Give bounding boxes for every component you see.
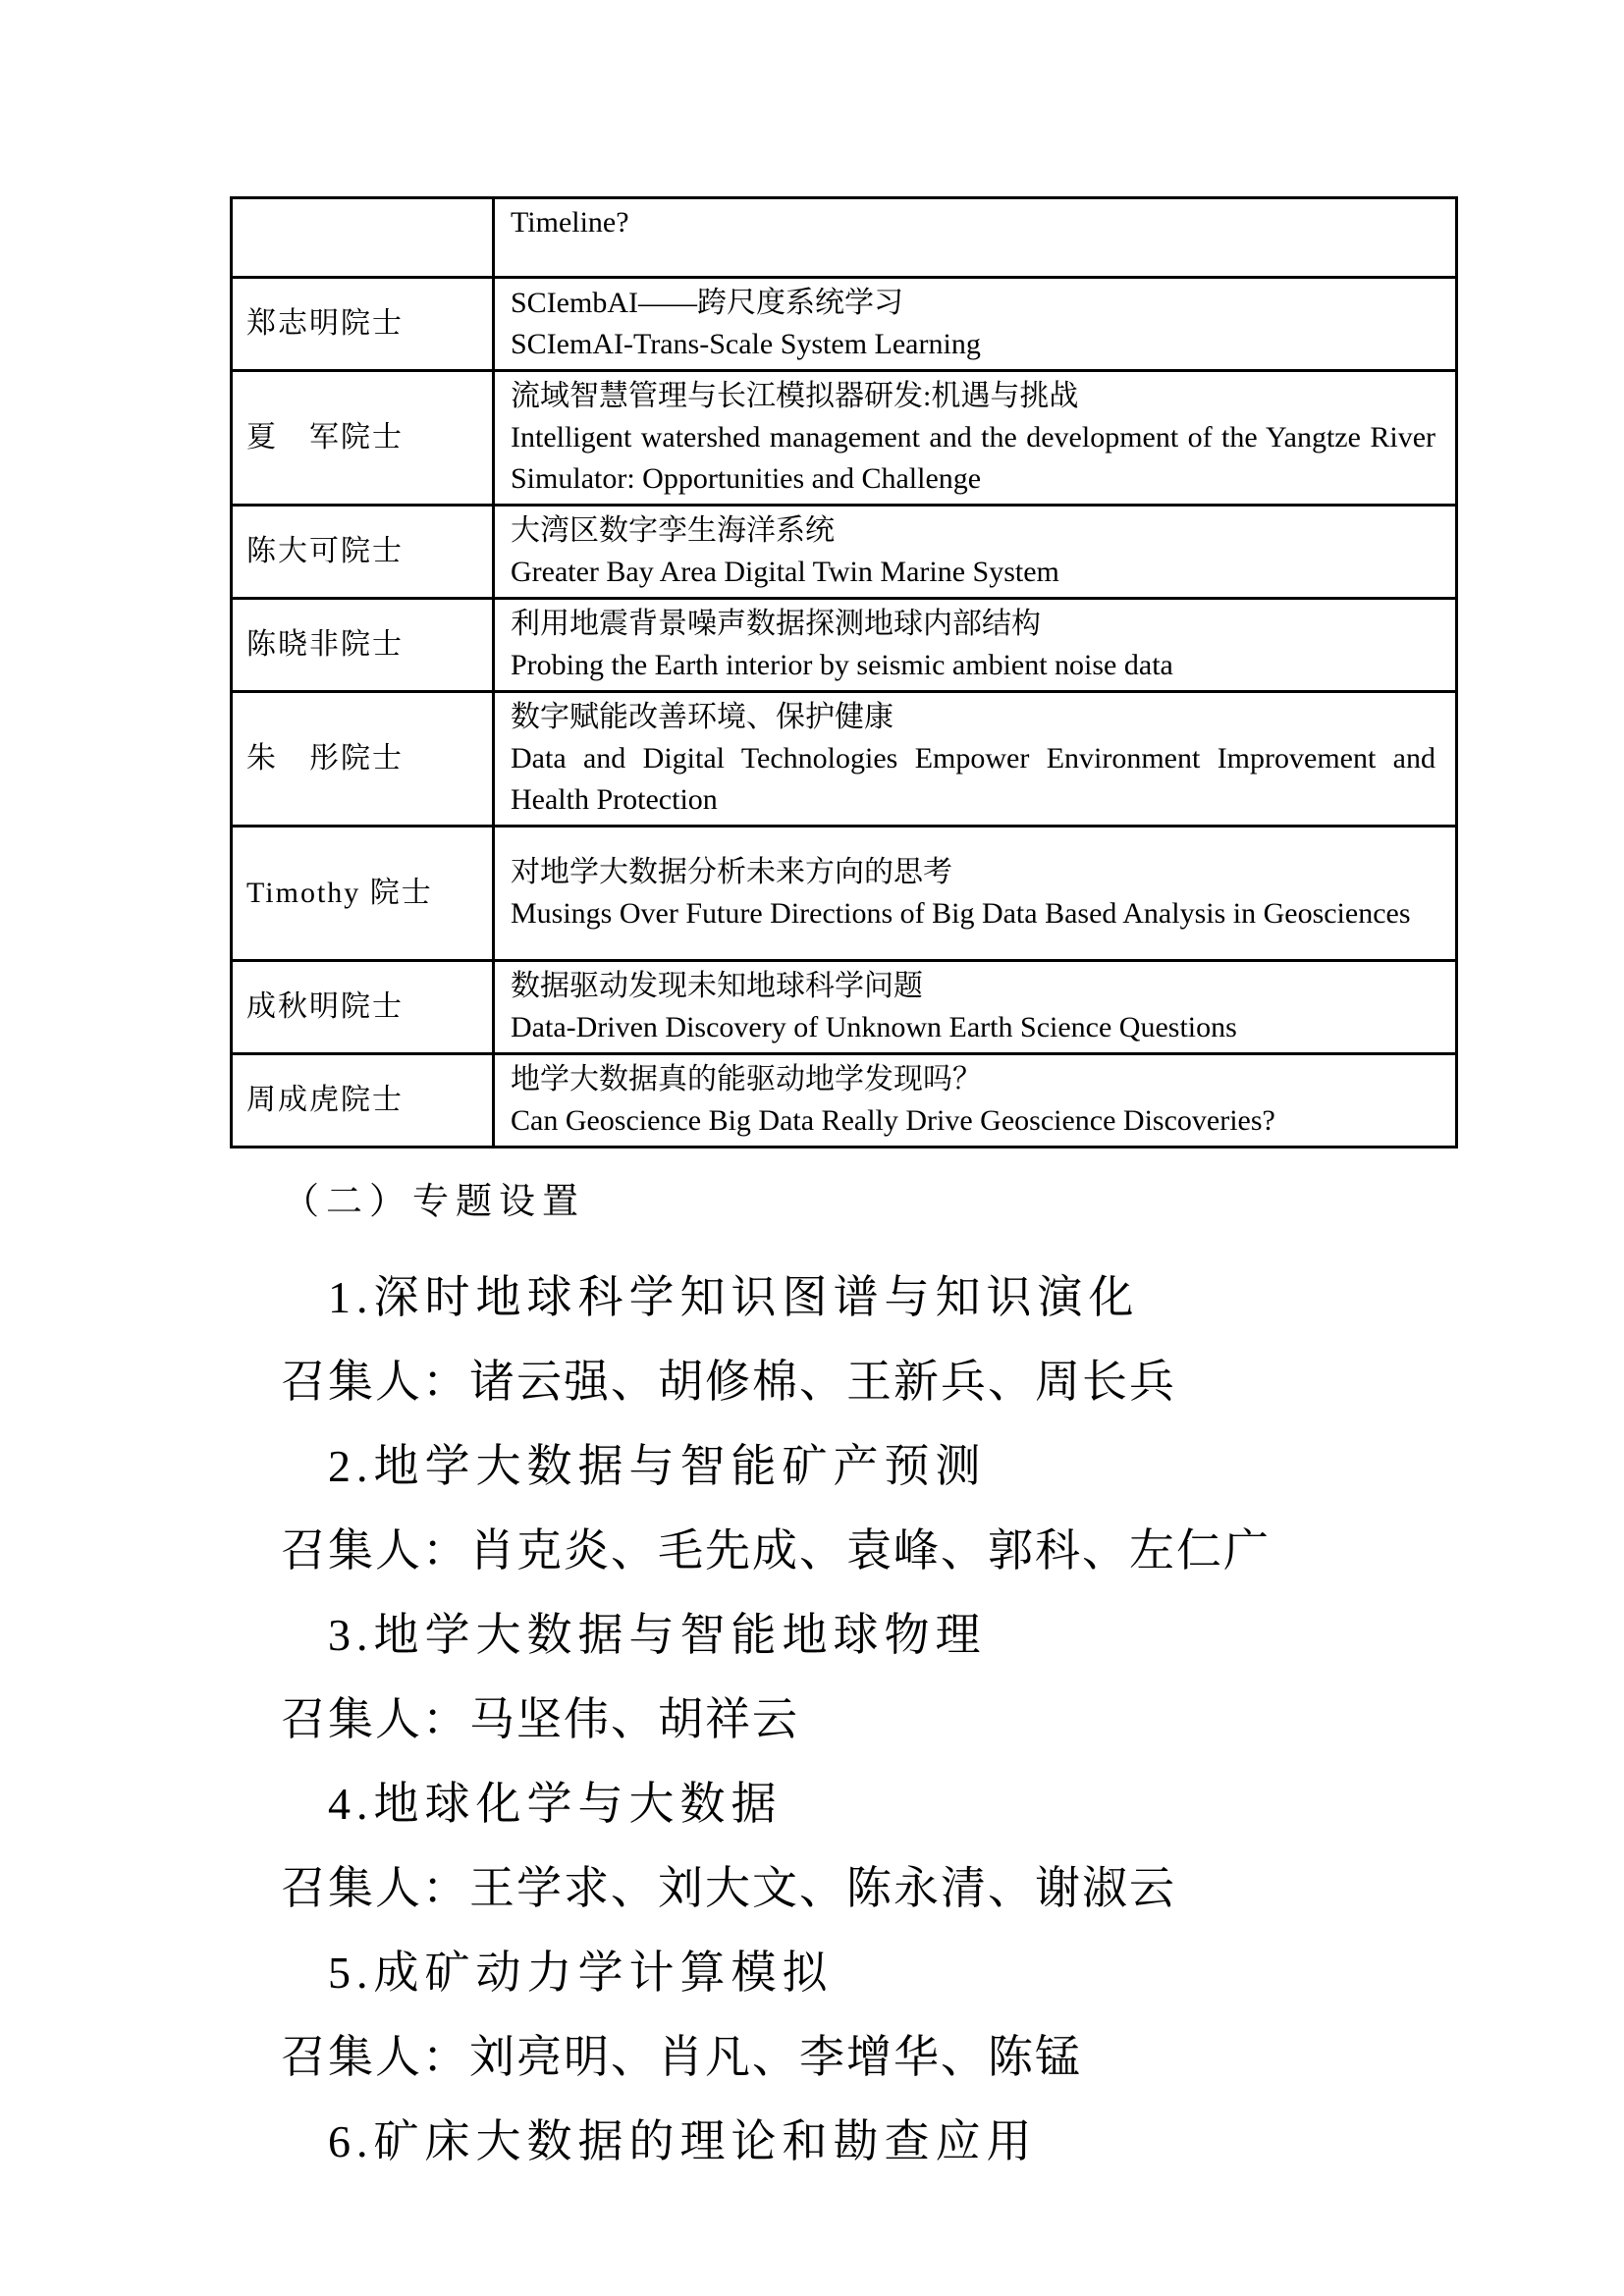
talk-title-en: Intelligent watershed management and the development of the Yangtze River Simulator: Opportunities and Challenge [511, 421, 1435, 495]
talk-title-zh: 地学大数据真的能驱动地学发现吗？ [511, 1063, 982, 1095]
table-row [232, 827, 1457, 961]
speaker-name: 陈大可院士 [232, 506, 494, 599]
talk-title-zh: 利用地震背景噪声数据探测地球内部结构 [511, 608, 1041, 640]
speaker-name [232, 198, 494, 278]
speaker-name: Timothy 院士 [232, 827, 494, 961]
topic-title: 1.深时地球科学知识图谱与知识演化 [328, 1272, 1140, 1322]
topics-list [230, 1274, 1394, 2165]
talk-title-en: Data-Driven Discovery of Unknown Earth Science Questions [511, 1011, 1237, 1043]
speaker-name: 周成虎院士 [232, 1054, 494, 1148]
talk-title-zh: SCIembAI——跨尺度系统学习 [511, 287, 903, 319]
speakers-table [230, 196, 1458, 1148]
topic-title: 2.地学大数据与智能矿产预测 [328, 1441, 987, 1491]
talk-title-cell [494, 198, 1457, 278]
talk-title-cell [494, 827, 1457, 961]
table-row [232, 599, 1457, 692]
topic-conveners: 召集人：马坚伟、胡祥云 [281, 1694, 799, 1744]
topic-conveners: 召集人：诸云强、胡修棉、王新兵、周长兵 [281, 1357, 1176, 1407]
talk-title-en: Timeline? [511, 206, 629, 239]
document-content [230, 196, 1435, 2203]
speaker-name: 朱 彤院士 [232, 692, 494, 827]
table-row [232, 961, 1457, 1054]
topic-title: 5.成矿动力学计算模拟 [328, 1948, 834, 1998]
section-heading: （二）专题设置 [283, 1182, 585, 1222]
topic-title: 4.地球化学与大数据 [328, 1779, 783, 1829]
topic-conveners: 召集人：刘亮明、肖凡、李增华、陈锰 [281, 2032, 1082, 2082]
speaker-name: 郑志明院士 [232, 278, 494, 371]
topic-conveners: 召集人：肖克炎、毛先成、袁峰、郭科、左仁广 [281, 1525, 1271, 1575]
talk-title-en: Can Geoscience Big Data Really Drive Geoscience Discoveries? [511, 1104, 1275, 1137]
talk-title-zh: 数据驱动发现未知地球科学问题 [511, 970, 923, 1002]
speaker-name: 成秋明院士 [232, 961, 494, 1054]
talk-title-cell [494, 371, 1457, 506]
table-row [232, 278, 1457, 371]
talk-title-cell [494, 1054, 1457, 1148]
table-row [232, 371, 1457, 506]
talk-title-zh: 数字赋能改善环境、保护健康 [511, 701, 893, 733]
table-row [232, 1054, 1457, 1148]
table-row [232, 506, 1457, 599]
talk-title-zh: 大湾区数字孪生海洋系统 [511, 514, 835, 547]
talk-title-en: Musings Over Future Directions of Big Data Based Analysis in Geosciences [511, 897, 1411, 930]
talk-title-zh: 对地学大数据分析未来方向的思考 [511, 856, 952, 888]
table-row [232, 198, 1457, 278]
talk-title-en: Probing the Earth interior by seismic ambient noise data [511, 649, 1173, 681]
talk-title-en: SCIemAI-Trans-Scale System Learning [511, 328, 981, 360]
talk-title-en: Greater Bay Area Digital Twin Marine System [511, 556, 1059, 588]
talk-title-cell [494, 506, 1457, 599]
talk-title-cell [494, 278, 1457, 371]
talk-title-cell [494, 961, 1457, 1054]
speaker-name: 陈晓非院士 [232, 599, 494, 692]
table-row [232, 692, 1457, 827]
talk-title-cell [494, 692, 1457, 827]
talk-title-zh: 流域智慧管理与长江模拟器研发:机遇与挑战 [511, 380, 1079, 412]
topic-conveners: 召集人：王学求、刘大文、陈永清、谢淑云 [281, 1863, 1176, 1913]
topic-title: 3.地学大数据与智能地球物理 [328, 1610, 987, 1660]
talk-title-cell [494, 599, 1457, 692]
talk-title-en: Data and Digital Technologies Empower Environment Improvement and Health Protection [511, 742, 1435, 816]
topic-title: 6.矿床大数据的理论和勘查应用 [328, 2116, 1038, 2166]
speaker-name: 夏 军院士 [232, 371, 494, 506]
